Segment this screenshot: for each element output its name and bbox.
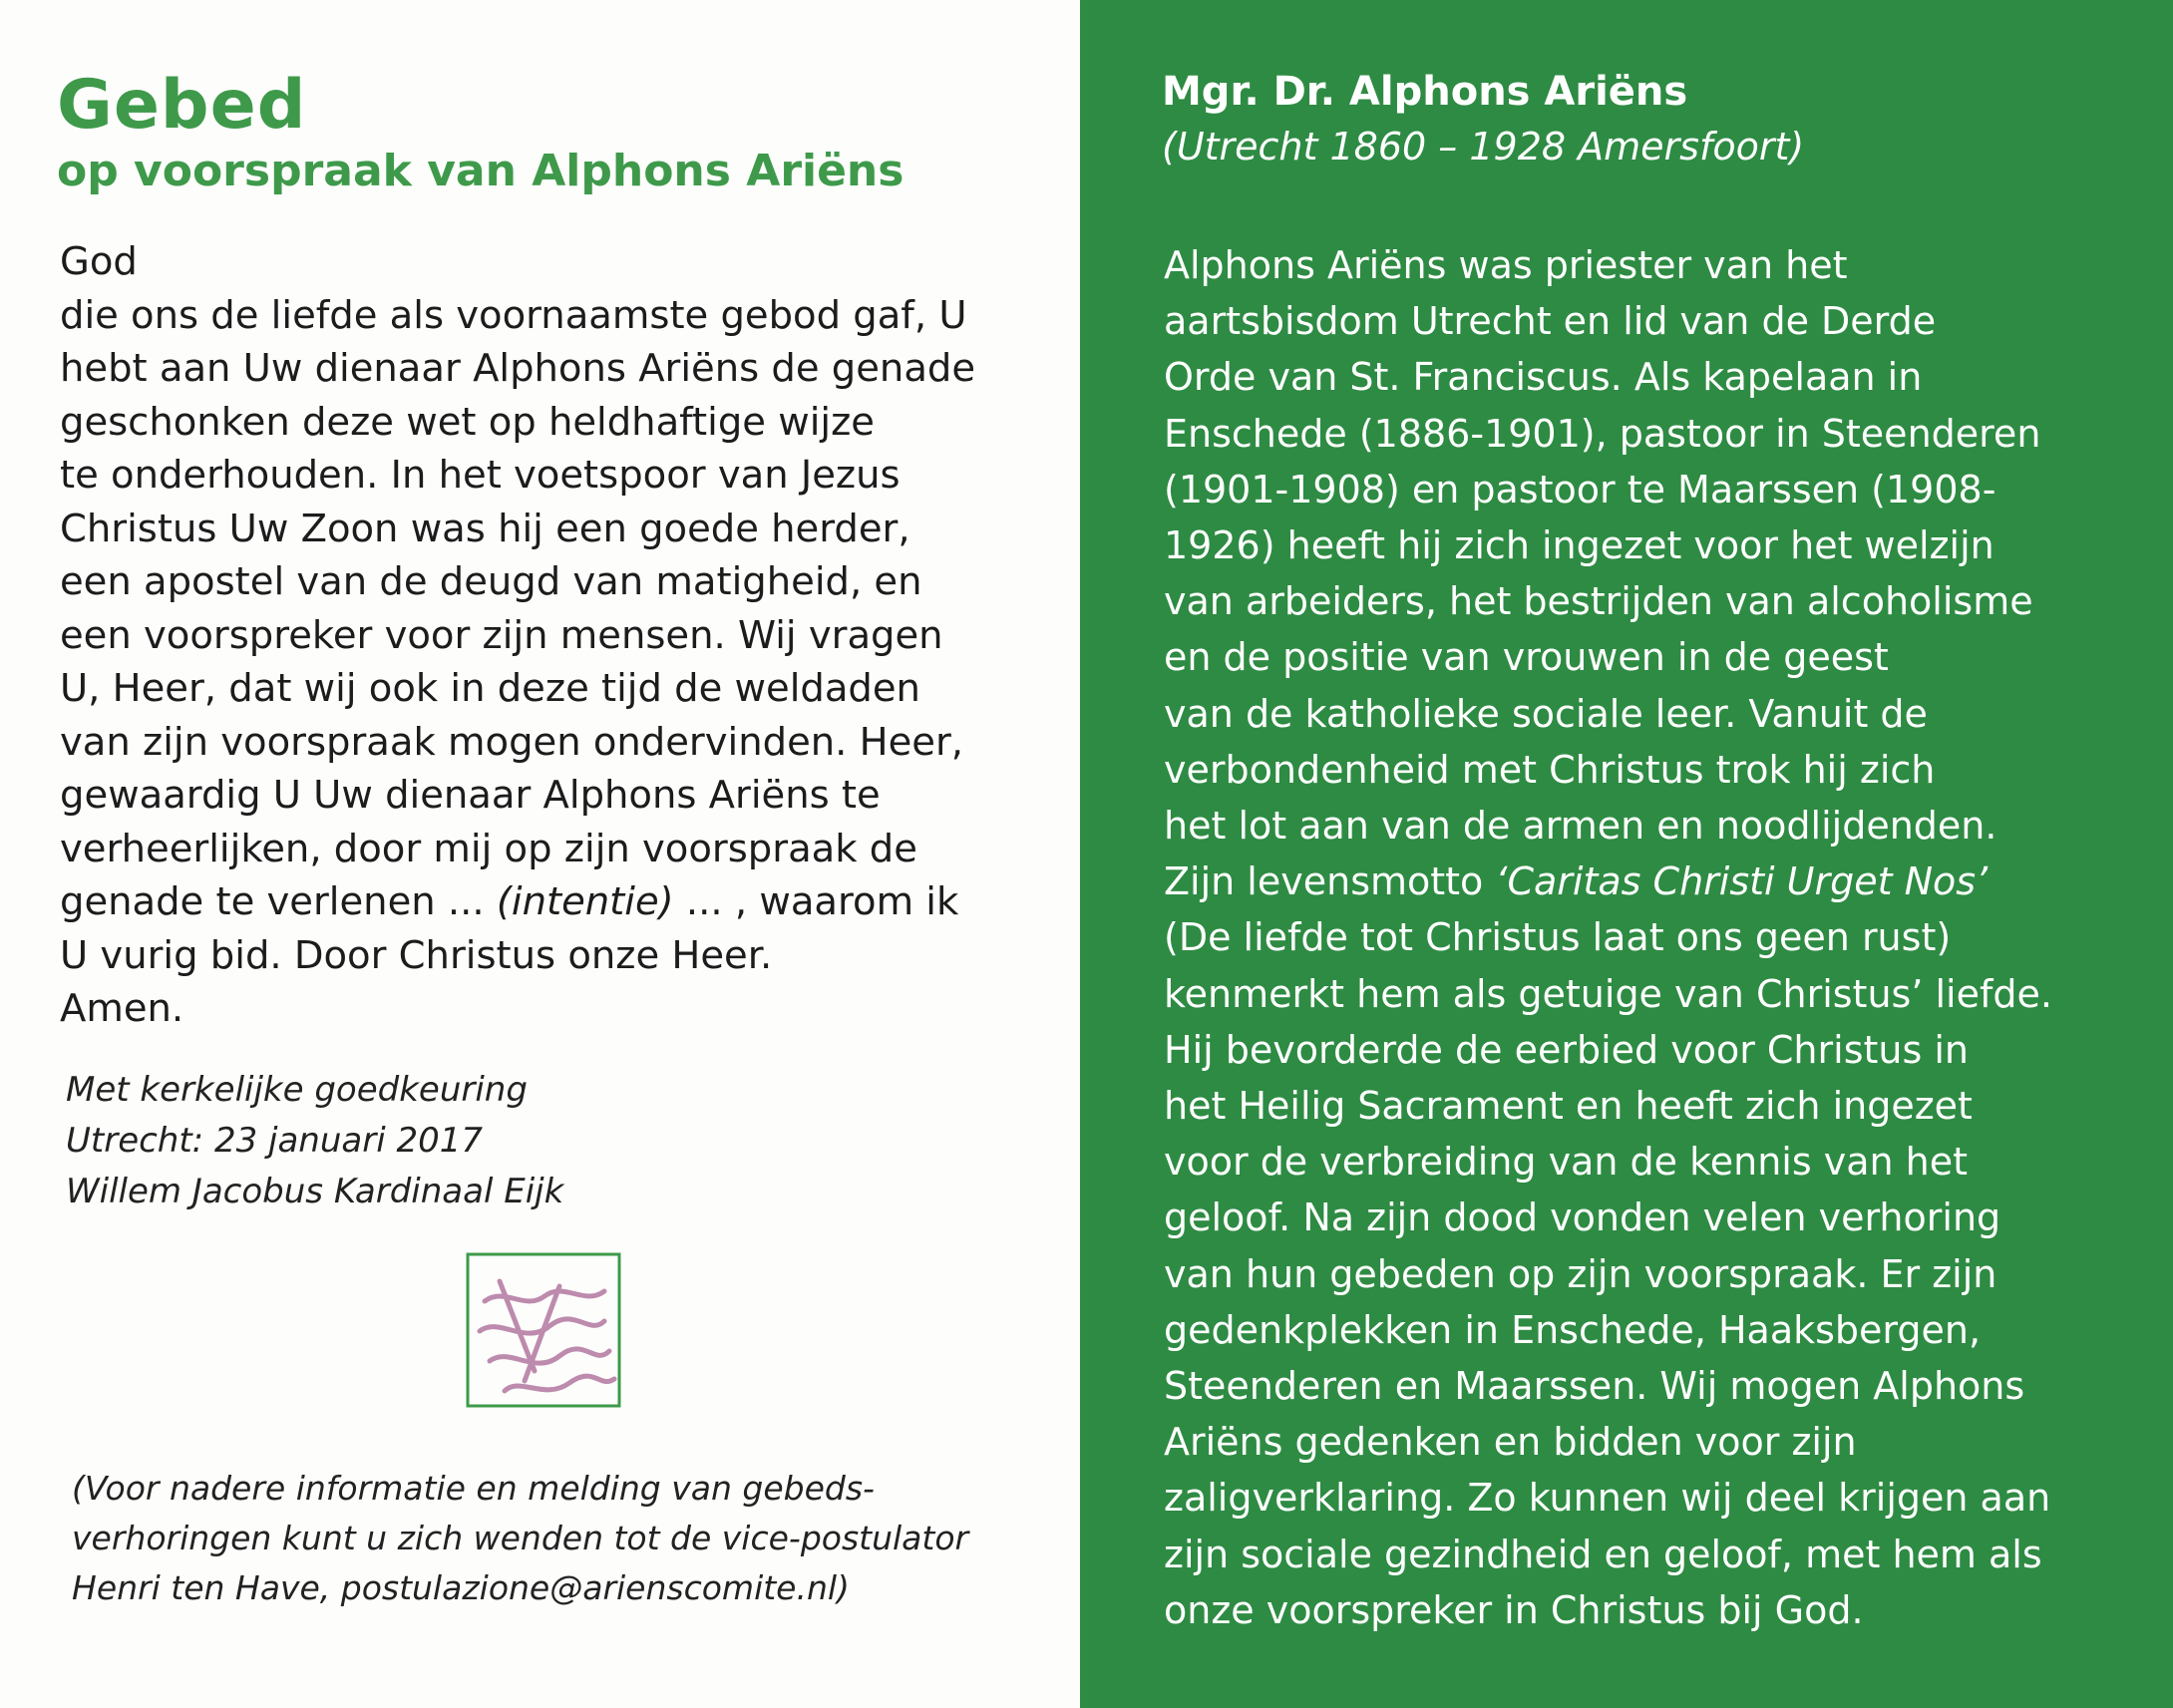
biography-line: aartsbisdom Utrecht en lid van de Derde — [1164, 299, 1937, 344]
biography-line: (1901-1908) en pastoor te Maarssen (1908- — [1164, 467, 1996, 512]
biography-line: kenmerkt hem als getuige van Christus’ liefde. — [1164, 971, 2052, 1016]
prayer-line: Christus Uw Zoon was hij een goede herder, — [60, 506, 910, 551]
approval-line: Utrecht: 23 januari 2017 — [66, 1121, 483, 1161]
prayer-line: een voorspreker voor zijn mensen. Wij vragen — [60, 612, 943, 658]
prayer-line: U, Heer, dat wij ook in deze tijd de weldaden — [60, 666, 920, 711]
prayer-line: die ons de liefde als voornaamste gebod gaf, U — [60, 292, 967, 338]
biography-line: zaligverklaring. Zo kunnen wij deel krijgen aan — [1164, 1476, 2051, 1521]
biography-line: Orde van St. Franciscus. Als kapelaan in — [1164, 355, 1923, 400]
contact-note — [72, 1464, 968, 1613]
prayer-line: verheerlijken, door mij op zijn voorspraak de — [60, 826, 917, 871]
biography-line: het Heilig Sacrament en heeft zich ingezet — [1164, 1084, 1973, 1129]
contact-line: (Voor nadere informatie en melding van gebeds- — [72, 1469, 875, 1508]
prayer-line: Amen. — [60, 986, 184, 1031]
prayer-line-segment: genade te verlenen ... — [60, 879, 497, 924]
ecclesiastical-approval — [66, 1065, 563, 1217]
biography-line: Ariëns gedenken en bidden voor zijn — [1164, 1420, 1857, 1465]
biography-line: het lot aan van de armen en noodlijdenden. — [1164, 804, 1997, 849]
biography-line: zijn sociale gezindheid en geloof, met hem als — [1164, 1532, 2042, 1576]
biography-line: geloof. Na zijn dood vonden velen verhoring — [1164, 1196, 2001, 1240]
biography-line: (De liefde tot Christus laat ons geen rust) — [1164, 915, 1952, 960]
biography-line: Enschede (1886-1901), pastoor in Steenderen — [1164, 411, 2041, 456]
contact-line: verhoringen kunt u zich wenden tot de vice-postulator — [72, 1519, 969, 1557]
biography-line-emphasis: ‘Caritas Christi Urget Nos’ — [1495, 859, 1989, 904]
prayer-line: geschonken deze wet op heldhaftige wijze — [60, 399, 875, 445]
prayer-panel — [0, 0, 1080, 1708]
biography-text — [1164, 237, 2161, 1638]
prayer-line: gewaardig U Uw dienaar Alphons Ariëns te — [60, 773, 881, 818]
prayer-line: hebt aan Uw dienaar Alphons Ariëns de genade — [60, 346, 976, 391]
prayer-line: U vurig bid. Door Christus onze Heer. — [60, 932, 773, 978]
prayer-line: te onderhouden. In het voetspoor van Jezus — [60, 453, 901, 498]
biography-line: Steenderen en Maarssen. Wij mogen Alphons — [1164, 1364, 2025, 1409]
biography-line: verbondenheid met Christus trok hij zich — [1164, 747, 1936, 792]
prayer-line: God — [60, 239, 138, 284]
biography-title: Mgr. Dr. Alphons Ariëns — [1162, 69, 1688, 115]
prayer-line: van zijn voorspraak mogen ondervinden. Heer, — [60, 719, 964, 765]
prayer-line: een apostel van de deugd van matigheid, en — [60, 559, 922, 604]
biography-line: voor de verbreiding van de kennis van het — [1164, 1140, 1969, 1185]
biography-line: Hij bevorderde de eerbied voor Christus in — [1164, 1027, 1969, 1072]
biography-dates: (Utrecht 1860 – 1928 Amersfoort) — [1162, 125, 1805, 169]
biography-line: onze voorspreker in Christus bij God. — [1164, 1587, 1864, 1632]
prayer-line-segment: ... , waarom ik — [673, 879, 959, 924]
biography-line: Alphons Ariëns was priester van het — [1164, 243, 1848, 287]
biography-panel — [1080, 0, 2173, 1708]
biography-line: en de positie van vrouwen in de geest — [1164, 635, 1889, 680]
prayer-text — [60, 235, 1017, 1036]
prayer-line-emphasis: (intentie) — [496, 879, 674, 924]
biography-line: gedenkplekken in Enschede, Haaksbergen, — [1164, 1307, 1982, 1352]
biography-line: van de katholieke sociale leer. Vanuit de — [1164, 691, 1928, 736]
prayer-line — [60, 875, 1017, 929]
prayer-title: Gebed — [57, 66, 307, 145]
biography-line: 1926) heeft hij zich ingezet voor het welzijn — [1164, 523, 1994, 568]
approval-line: Willem Jacobus Kardinaal Eijk — [66, 1172, 564, 1211]
biography-line-segment: Zijn levensmotto — [1164, 859, 1496, 904]
biography-line: van arbeiders, het bestrijden van alcoholisme — [1164, 579, 2033, 624]
biography-line — [1164, 854, 2161, 909]
approval-line: Met kerkelijke goedkeuring — [66, 1070, 528, 1110]
contact-line: Henri ten Have, postulazione@arienscomite.nl) — [72, 1568, 850, 1607]
approval-seal-icon — [465, 1251, 622, 1409]
prayer-subtitle: op voorspraak van Alphons Ariëns — [57, 146, 905, 196]
biography-line: van hun gebeden op zijn voorspraak. Er zijn — [1164, 1251, 1997, 1296]
